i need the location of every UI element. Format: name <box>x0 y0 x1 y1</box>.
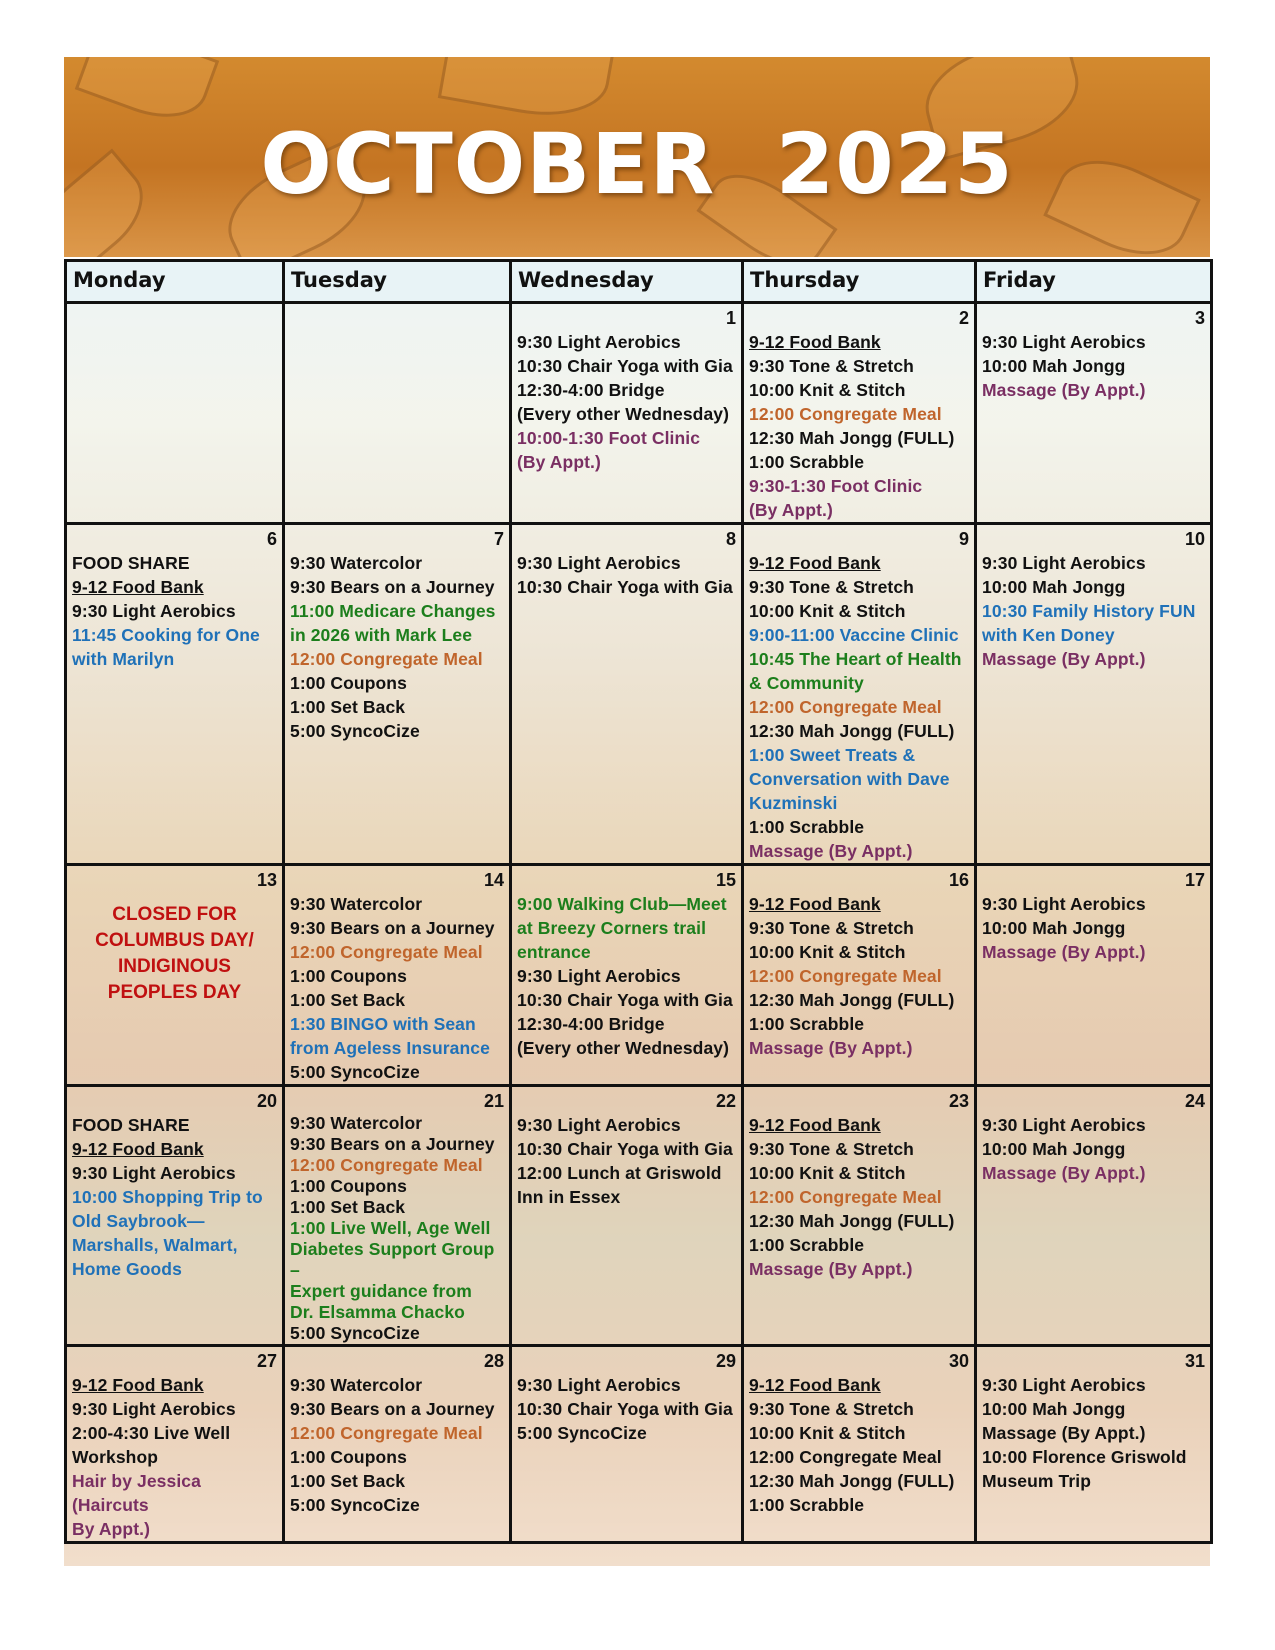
event-item: 10:00 Knit & Stitch <box>749 942 906 962</box>
event-item: 10:30 Chair Yoga with Gia <box>517 1139 733 1159</box>
event-item: 9:30 Watercolor <box>290 1375 423 1395</box>
event-item: 9-12 Food Bank <box>749 553 881 573</box>
event-item: 12:00 Congregate Meal <box>749 1447 942 1467</box>
event-item: 12:30-4:00 Bridge (Every other Wednesday) <box>517 1014 730 1058</box>
event-item: 10:45 The Heart of Health & Community <box>749 649 962 693</box>
day-cell[interactable] <box>976 1086 1212 1346</box>
event-list <box>512 1113 741 1209</box>
day-cell[interactable] <box>66 1346 284 1543</box>
day-cell[interactable] <box>511 865 743 1086</box>
event-item: 9:30-1:30 Foot Clinic (By Appt.) <box>749 476 923 520</box>
event-item: 5:00 SyncoCize <box>290 721 420 741</box>
day-cell[interactable] <box>976 303 1212 524</box>
event-item: 1:00 Scrabble <box>749 452 865 472</box>
event-item: 9:30 Light Aerobics <box>517 1375 681 1395</box>
event-item: 9:30 Light Aerobics <box>517 553 681 573</box>
week-row <box>66 865 1212 1086</box>
event-item: 10:00 Knit & Stitch <box>749 601 906 621</box>
event-item: 10:00 Florence Griswold Museum Trip <box>982 1447 1187 1491</box>
day-number: 10 <box>1184 529 1205 549</box>
event-item: 9:30 Tone & Stretch <box>749 918 914 938</box>
week-row <box>66 303 1212 524</box>
event-item: 9-12 Food Bank <box>72 1139 204 1159</box>
event-item: 10:30 Chair Yoga with Gia <box>517 356 733 376</box>
event-item: 9:30 Light Aerobics <box>982 1115 1146 1135</box>
event-item: 12:00 Congregate Meal <box>749 697 942 717</box>
event-item: 9:30 Tone & Stretch <box>749 577 914 597</box>
event-item: 10:00 Shopping Trip to Old Saybrook— Marshalls, Walmart, Home Goods <box>72 1187 263 1279</box>
calendar-table <box>64 259 1213 1544</box>
event-item: 12:00 Congregate Meal <box>290 1155 483 1175</box>
weekday-header: Tuesday <box>284 261 511 303</box>
event-item: 9-12 Food Bank <box>72 577 204 597</box>
day-number: 23 <box>948 1091 969 1111</box>
event-item: 9:00-11:00 Vaccine Clinic <box>749 625 959 645</box>
event-item: Massage (By Appt.) <box>749 1038 913 1058</box>
day-cell[interactable] <box>284 303 511 524</box>
event-item: 9:30 Tone & Stretch <box>749 1399 914 1419</box>
event-item: 10:00-1:30 Foot Clinic (By Appt.) <box>517 428 701 472</box>
event-item: 12:30 Mah Jongg (FULL) <box>749 1471 955 1491</box>
day-cell[interactable] <box>66 303 284 524</box>
event-item: 10:30 Chair Yoga with Gia <box>517 990 733 1010</box>
event-item: Massage (By Appt.) <box>749 1259 913 1279</box>
event-item: Hair by Jessica (Haircuts By Appt.) <box>72 1471 201 1539</box>
event-item: 9:30 Light Aerobics <box>72 601 236 621</box>
event-item: 1:00 Sweet Treats & Conversation with Dave Kuzminski <box>749 745 950 813</box>
day-number: 20 <box>256 1091 277 1111</box>
day-cell[interactable] <box>284 1346 511 1543</box>
day-number: 16 <box>948 870 969 890</box>
event-list <box>977 1373 1210 1493</box>
day-number: 17 <box>1184 870 1205 890</box>
event-item: 10:00 Mah Jongg <box>982 356 1126 376</box>
event-list <box>744 330 974 522</box>
event-item: 9:30 Light Aerobics <box>982 1375 1146 1395</box>
event-item: 9:00 Walking Club—Meet at Breezy Corners trail entrance <box>517 894 727 962</box>
day-cell[interactable] <box>743 524 976 865</box>
event-item: 10:00 Mah Jongg <box>982 918 1126 938</box>
event-item: 12:00 Congregate Meal <box>290 1423 483 1443</box>
day-number: 8 <box>725 529 736 549</box>
day-number: 21 <box>483 1091 504 1111</box>
day-cell[interactable] <box>976 865 1212 1086</box>
event-item: 9:30 Light Aerobics <box>517 966 681 986</box>
event-list <box>512 892 741 1060</box>
event-list <box>285 551 509 743</box>
event-item: 9:30 Light Aerobics <box>517 332 681 352</box>
event-item: 9-12 Food Bank <box>749 1375 881 1395</box>
event-item: 10:00 Mah Jongg <box>982 1139 1126 1159</box>
event-item: 1:00 Live Well, Age Well Diabetes Support Group – Expert guidance from Dr. Elsamma Chacko <box>290 1218 495 1322</box>
event-item: 9:30 Watercolor <box>290 1113 423 1133</box>
event-item: 1:30 BINGO with Sean from Ageless Insurance <box>290 1014 490 1058</box>
event-item: FOOD SHARE <box>72 553 190 573</box>
event-item: 10:00 Knit & Stitch <box>749 1423 906 1443</box>
day-cell[interactable] <box>976 524 1212 865</box>
day-number: 9 <box>958 529 969 549</box>
day-cell[interactable] <box>511 1346 743 1543</box>
event-list <box>67 551 282 671</box>
event-list <box>977 1113 1210 1185</box>
event-item: 1:00 Set Back <box>290 697 406 717</box>
event-item: 12:30 Mah Jongg (FULL) <box>749 428 955 448</box>
day-number: 15 <box>715 870 736 890</box>
event-list <box>512 330 741 474</box>
day-number: 29 <box>715 1351 736 1371</box>
page-title: OCTOBER 2025 <box>260 115 1014 213</box>
event-item: 12:30 Mah Jongg (FULL) <box>749 721 955 741</box>
event-item: Massage (By Appt.) <box>982 942 1146 962</box>
event-item: 1:00 Scrabble <box>749 1014 865 1034</box>
event-item: Massage (By Appt.) <box>982 1423 1146 1443</box>
event-item: 10:00 Knit & Stitch <box>749 1163 906 1183</box>
day-cell[interactable] <box>284 1086 511 1346</box>
event-item: 1:00 Coupons <box>290 1176 407 1196</box>
day-number: 22 <box>715 1091 736 1111</box>
day-number: 14 <box>483 870 504 890</box>
weekday-header-row <box>66 261 1212 303</box>
day-cell[interactable] <box>511 303 743 524</box>
week-row <box>66 1086 1212 1346</box>
event-list <box>977 330 1210 402</box>
day-number: 30 <box>948 1351 969 1371</box>
event-item: 9-12 Food Bank <box>749 332 881 352</box>
event-list <box>285 1373 509 1517</box>
day-cell[interactable] <box>743 1086 976 1346</box>
event-item: 9:30 Bears on a Journey <box>290 918 495 938</box>
week-row <box>66 524 1212 865</box>
event-item: 9:30 Light Aerobics <box>982 553 1146 573</box>
event-item: 12:30-4:00 Bridge (Every other Wednesday) <box>517 380 730 424</box>
day-number: 3 <box>1194 308 1205 328</box>
day-cell[interactable] <box>511 524 743 865</box>
event-list <box>512 1373 741 1445</box>
event-item: 9:30 Light Aerobics <box>982 894 1146 914</box>
day-number: 27 <box>256 1351 277 1371</box>
day-cell[interactable] <box>743 303 976 524</box>
weekday-header: Thursday <box>743 261 976 303</box>
event-item: 9:30 Light Aerobics <box>517 1115 681 1135</box>
day-cell[interactable] <box>284 865 511 1086</box>
event-item: FOOD SHARE <box>72 1115 190 1135</box>
event-item: 5:00 SyncoCize <box>290 1495 420 1515</box>
event-item: 9-12 Food Bank <box>749 894 881 914</box>
day-number: 7 <box>493 529 504 549</box>
event-item: 11:45 Cooking for One with Marilyn <box>72 625 260 669</box>
day-number: 2 <box>958 308 969 328</box>
event-list <box>744 1373 974 1517</box>
weekday-header: Friday <box>976 261 1212 303</box>
event-list <box>285 892 509 1084</box>
event-item: 12:00 Congregate Meal <box>290 942 483 962</box>
event-item: Massage (By Appt.) <box>982 380 1146 400</box>
event-item: 10:30 Chair Yoga with Gia <box>517 577 733 597</box>
day-cell[interactable] <box>511 1086 743 1346</box>
event-item: 12:30 Mah Jongg (FULL) <box>749 990 955 1010</box>
header-banner <box>64 57 1210 257</box>
event-item: 10:30 Chair Yoga with Gia <box>517 1399 733 1419</box>
event-item: 12:00 Congregate Meal <box>749 966 942 986</box>
event-item: 2:00-4:30 Live Well Workshop <box>72 1423 231 1467</box>
event-item: 5:00 SyncoCize <box>290 1062 420 1082</box>
event-item: 9:30 Tone & Stretch <box>749 1139 914 1159</box>
event-item: 1:00 Coupons <box>290 966 407 986</box>
event-item: 9:30 Light Aerobics <box>72 1163 236 1183</box>
event-item: 10:00 Knit & Stitch <box>749 380 906 400</box>
day-number: 31 <box>1184 1351 1205 1371</box>
day-number <box>285 304 509 330</box>
day-number: 1 <box>725 308 736 328</box>
event-item: 9:30 Light Aerobics <box>982 332 1146 352</box>
event-list <box>512 551 741 599</box>
event-item: Massage (By Appt.) <box>982 1163 1146 1183</box>
day-cell[interactable] <box>66 524 284 865</box>
day-number <box>67 304 282 330</box>
day-number: 28 <box>483 1351 504 1371</box>
day-cell[interactable] <box>976 1346 1212 1543</box>
event-item: 12:00 Lunch at Griswold Inn in Essex <box>517 1163 722 1207</box>
day-cell[interactable] <box>66 1086 284 1346</box>
event-list <box>744 892 974 1060</box>
event-item: 1:00 Coupons <box>290 1447 407 1467</box>
event-item: 9:30 Light Aerobics <box>72 1399 236 1419</box>
weekday-header: Monday <box>66 261 284 303</box>
event-item: 10:00 Mah Jongg <box>982 1399 1126 1419</box>
event-item: 9:30 Bears on a Journey <box>290 577 495 597</box>
event-list <box>67 1113 282 1281</box>
event-item: 12:00 Congregate Meal <box>749 404 942 424</box>
calendar-grid <box>64 259 1210 1566</box>
week-row <box>66 1346 1212 1543</box>
event-item: 9:30 Bears on a Journey <box>290 1399 495 1419</box>
weekday-header: Wednesday <box>511 261 743 303</box>
event-item: 9:30 Watercolor <box>290 553 423 573</box>
event-list <box>744 551 974 863</box>
event-item: 9-12 Food Bank <box>749 1115 881 1135</box>
event-item: 1:00 Scrabble <box>749 1495 865 1515</box>
event-item: 1:00 Set Back <box>290 1197 406 1217</box>
event-item: 1:00 Coupons <box>290 673 407 693</box>
day-number: 6 <box>266 529 277 549</box>
event-item: 12:30 Mah Jongg (FULL) <box>749 1211 955 1231</box>
event-item: 1:00 Scrabble <box>749 817 865 837</box>
event-list <box>67 1373 282 1541</box>
event-item: 11:00 Medicare Changes in 2026 with Mark Lee <box>290 601 496 645</box>
day-cell[interactable] <box>743 1346 976 1543</box>
event-item: Massage (By Appt.) <box>982 649 1146 669</box>
event-item: 9:30 Watercolor <box>290 894 423 914</box>
event-item: 5:00 SyncoCize <box>517 1423 647 1443</box>
closed-notice: CLOSED FOR COLUMBUS DAY/ INDIGINOUS PEOPLES DAY <box>95 904 254 1003</box>
event-list <box>285 1113 509 1344</box>
event-item: 5:00 SyncoCize <box>290 1323 420 1343</box>
event-item: 9:30 Bears on a Journey <box>290 1134 495 1154</box>
day-cell[interactable] <box>66 865 284 1086</box>
event-item: 10:00 Mah Jongg <box>982 577 1126 597</box>
day-number: 24 <box>1184 1091 1205 1111</box>
event-list <box>744 1113 974 1281</box>
event-item: 10:30 Family History FUN with Ken Doney <box>982 601 1196 645</box>
event-item: 12:00 Congregate Meal <box>749 1187 942 1207</box>
day-cell[interactable] <box>284 524 511 865</box>
event-item: 1:00 Set Back <box>290 990 406 1010</box>
event-item: 9-12 Food Bank <box>72 1375 204 1395</box>
day-cell[interactable] <box>743 865 976 1086</box>
event-item: Massage (By Appt.) <box>749 841 913 861</box>
event-item: 9:30 Tone & Stretch <box>749 356 914 376</box>
day-number: 13 <box>256 870 277 890</box>
event-list <box>977 892 1210 964</box>
event-list <box>977 551 1210 671</box>
event-item: 1:00 Scrabble <box>749 1235 865 1255</box>
event-item: 12:00 Congregate Meal <box>290 649 483 669</box>
event-item: 1:00 Set Back <box>290 1471 406 1491</box>
